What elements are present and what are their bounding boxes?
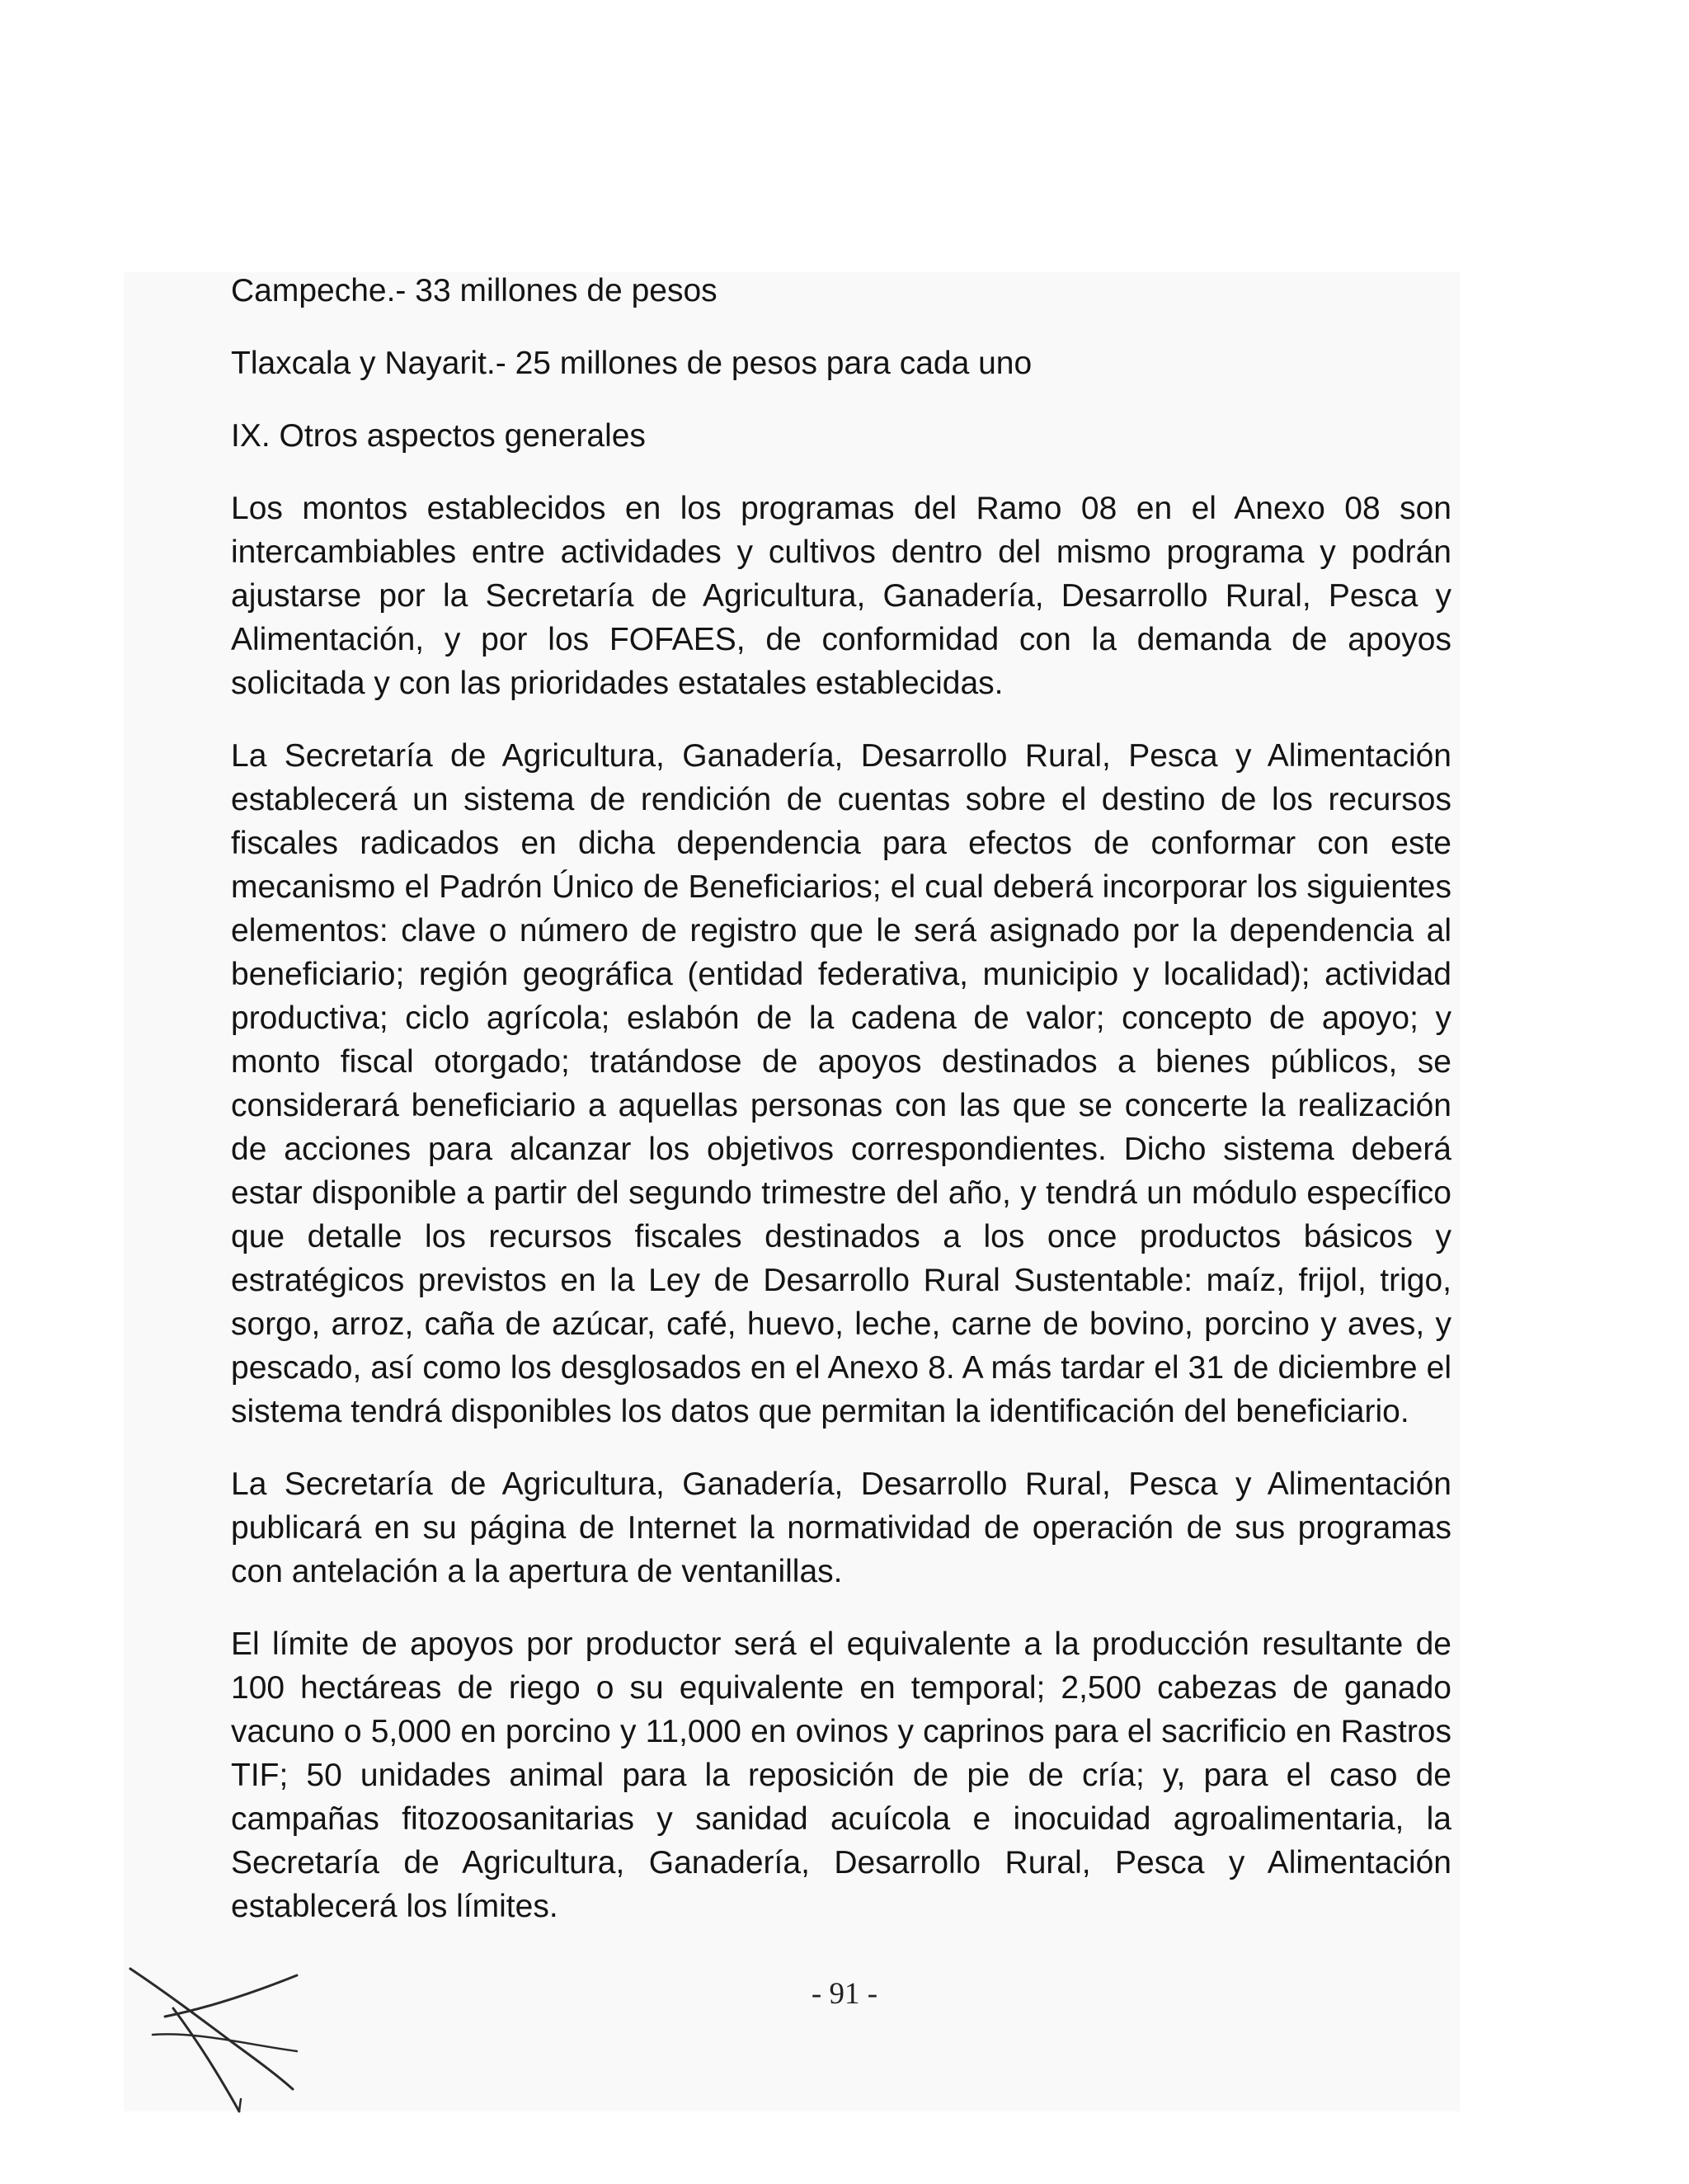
campeche-line: Campeche.- 33 millones de pesos [231, 273, 717, 308]
document-body [231, 269, 1451, 1957]
section-heading: IX. Otros aspectos generales [231, 418, 646, 454]
page-number: - 91 - [811, 1977, 878, 2011]
paragraph-rendicion-cuentas: La Secretaría de Agricultura, Ganadería, Desarrollo Rural, Pesca y Alimentación establecerá un sistema de rendición de cuentas sobre el destino de los recursos fiscales radicados en dicha dependencia para efectos de conformar con este mecanismo el Padrón Único de Beneficiarios; el cual deberá incorporar los siguientes elementos: clave o número de registro que le será asignado por la dependencia al beneficiario; región geográfica (entidad federativa, municipio y localidad); actividad productiva; ciclo agrícola; eslabón de la cadena de valor; concepto de apoyo; y monto fiscal otorgado; tratándose de apoyos destinados a bienes públicos, se considerará beneficiario a aquellas personas con las que se concerte la realización de acciones para alcanzar los objetivos correspondientes. Dicho sistema deberá estar disponible a partir del segundo trimestre del año, y tendrá un módulo específico que detalle los recursos fiscales destinados a los once productos básicos y estratégicos previstos en la Ley de Desarrollo Rural Sustentable: maíz, frijol, trigo, sorgo, arroz, caña de azúcar, café, huevo, leche, carne de bovino, porcino y aves, y pescado, así como los desglosados en el Anexo 8. A más tardar el 31 de diciembre el sistema tendrá disponibles los datos que permitan la identificación del beneficiario. [231, 738, 1451, 1429]
tlaxcala-nayarit-line: Tlaxcala y Nayarit.- 25 millones de pesos para cada uno [231, 346, 1033, 381]
handwritten-signature [115, 1959, 313, 2124]
paragraph-normatividad: La Secretaría de Agricultura, Ganadería, Desarrollo Rural, Pesca y Alimentación publicará en su página de Internet la normatividad de operación de sus programas con antelación a la apertura de ventanillas. [231, 1466, 1451, 1589]
paragraph-limite-apoyos: El límite de apoyos por productor será el equivalente a la producción resultante de 100 hectáreas de riego o su equivalente en temporal; 2,500 cabezas de ganado vacuno o 5,000 en porcino y 11,000 en ovinos y caprinos para el sacrificio en Rastros TIF; 50 unidades animal para la reposición de pie de cría; y, para el caso de campañas fitozoosanitarias y sanidad acuícola e inocuidad agroalimentaria, la Secretaría de Agricultura, Ganadería, Desarrollo Rural, Pesca y Alimentación establecerá los límites. [231, 1626, 1451, 1924]
paragraph-montos: Los montos establecidos en los programas del Ramo 08 en el Anexo 08 son intercambiables entre actividades y cultivos dentro del mismo programa y podrán ajustarse por la Secretaría de Agricultura, Ganadería, Desarrollo Rural, Pesca y Alimentación, y por los FOFAES, de conformidad con la demanda de apoyos solicitada y con las prioridades estatales establecidas. [231, 491, 1451, 701]
